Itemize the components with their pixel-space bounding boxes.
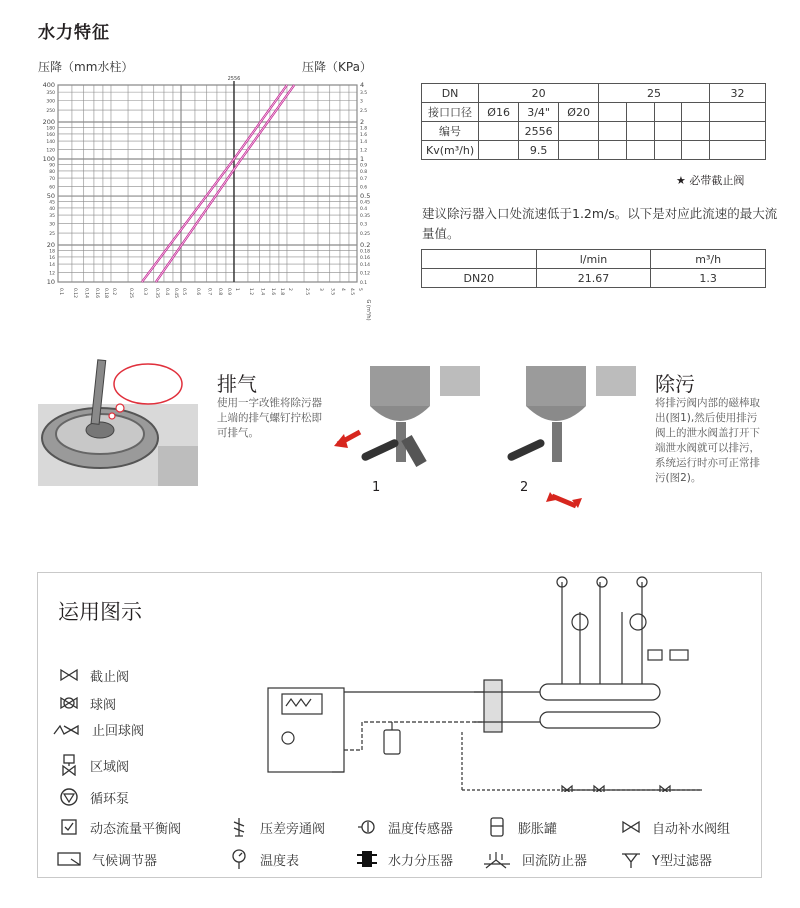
spec-cell: 25 (599, 84, 710, 103)
pressure-drop-chart (20, 75, 395, 335)
legend-label: 自动补水阀组 (652, 821, 731, 837)
y2-tick-label: 0.16 (360, 255, 371, 261)
legend-y-strainer (620, 848, 712, 870)
y-strainer-icon (620, 848, 642, 870)
legend-expansion-tank (486, 816, 557, 838)
legend-ball-valve (58, 692, 116, 714)
y2-tick-label: 4 (360, 81, 365, 89)
flow-header: m³/h (651, 250, 766, 269)
x-tick-label: 3 (317, 288, 323, 291)
legend-stop-valve (58, 664, 129, 686)
expansion-tank (384, 730, 400, 754)
separator (484, 680, 502, 732)
y-tick-label: 80 (49, 169, 55, 175)
legend-label: 气候调节器 (92, 853, 158, 869)
y2-tick-label: 0.1 (360, 281, 368, 286)
y2-tick-label: 0.7 (360, 177, 368, 183)
right-axis-title: 压降（KPa） (302, 60, 372, 74)
application-title: 运用图示 (58, 600, 142, 624)
spec-cell: 9.5 (519, 141, 559, 160)
legend-pump (58, 786, 129, 808)
y-tick-label: 20 (46, 240, 55, 249)
y-tick-label: 30 (49, 222, 55, 228)
thermometer-icon (228, 848, 250, 870)
y-tick-label: 45 (49, 200, 55, 206)
x-tick-label: 0.5 (181, 288, 187, 296)
x-tick-label: 4 (339, 288, 345, 291)
y-tick-label: 120 (46, 148, 55, 154)
spec-cell: 20 (479, 84, 599, 103)
left-axis-title: 压降（mm水柱） (38, 60, 134, 74)
x-tick-label: 0.3 (141, 288, 147, 296)
flow-cell: DN20 (422, 269, 537, 288)
y-tick-label: 40 (49, 206, 55, 212)
x-tick-label: 0.14 (83, 288, 89, 299)
legend-zone-valve (58, 754, 129, 776)
y-tick-label: 25 (49, 232, 55, 238)
y2-tick-label: 2 (360, 118, 365, 127)
x-tick-label: 0.8 (216, 288, 222, 296)
vent-text: 使用一字改锥将除污器上端的排气螺钉拧松即可排气。 (217, 397, 322, 439)
clean-title: 除污 (655, 372, 695, 396)
temperature-sensor-icon (356, 816, 378, 838)
fig2-label: 2 (520, 480, 529, 495)
x-tick-label: 0.1 (58, 288, 63, 296)
spec-cell: Kv(m³/h) (422, 141, 479, 160)
legend-temp-sensor (356, 816, 453, 838)
y2-tick-label: 0.6 (360, 185, 368, 191)
y-tick-label: 16 (49, 255, 55, 261)
check-ball-valve-icon (52, 718, 82, 740)
expansion-tank-icon (486, 816, 508, 838)
auto-fill-valve-icon (620, 816, 642, 838)
y-tick-label: 70 (49, 177, 55, 183)
clean-fig2-illustration (496, 366, 646, 516)
y2-tick-label: 0.25 (360, 232, 371, 238)
backflow-preventer-icon (482, 848, 512, 870)
y-tick-label: 400 (42, 81, 55, 89)
y-tick-label: 14 (49, 263, 55, 269)
section-title: 水力特征 (38, 23, 110, 43)
balancing-valve-icon (58, 816, 80, 838)
x-tick-label: 0.4 (163, 288, 169, 296)
spec-cell: 接口口径 (422, 103, 479, 122)
y2-tick-label: 3.5 (360, 91, 368, 97)
x-axis-label: G (m³/h) (365, 299, 371, 321)
y2-tick-label: 1.8 (360, 126, 368, 132)
legend-label: 水力分压器 (388, 853, 454, 869)
clean-fig1-illustration (330, 366, 490, 496)
spec-cell: Ø16 (479, 103, 519, 122)
zone-valve-icon (58, 754, 80, 776)
y2-tick-label: 0.12 (360, 271, 371, 277)
y-tick-label: 350 (46, 91, 55, 97)
advice-text: 建议除污器入口处流速低于1.2m/s。以下是对应此流速的最大流量值。 (422, 206, 778, 241)
marker-label: 2556 (227, 76, 241, 82)
y-tick-label: 18 (49, 249, 55, 255)
x-tick-label: 1.2 (247, 288, 253, 296)
note-star: ★ 必带截止阀 (676, 174, 745, 187)
y2-tick-label: 0.3 (360, 222, 368, 228)
y2-tick-label: 1 (360, 155, 365, 164)
x-tick-label: 0.6 (194, 288, 200, 296)
fig1-label: 1 (372, 480, 381, 495)
legend-thermometer (228, 848, 299, 870)
ball-valve-icon (58, 692, 80, 714)
vent-title: 排气 (217, 372, 257, 396)
x-tick-label: 2.5 (304, 288, 310, 296)
bypass-valve-icon (228, 816, 250, 838)
legend-balancing-valve (58, 816, 181, 838)
spec-cell: 32 (710, 84, 766, 103)
x-tick-label: 1.6 (269, 288, 275, 296)
y2-tick-label: 1.4 (360, 140, 368, 146)
x-tick-label: 3.5 (329, 288, 335, 296)
legend-label: 压差旁通阀 (260, 821, 326, 837)
y-tick-label: 250 (46, 109, 55, 115)
legend-backflow (482, 848, 587, 870)
legend-label: 温度表 (260, 853, 300, 869)
y2-tick-label: 3 (360, 99, 363, 105)
system-schematic (262, 572, 722, 792)
legend-label: 膨胀罐 (518, 821, 558, 837)
x-tick-label: 0.16 (93, 288, 99, 299)
y-tick-label: 35 (49, 214, 55, 220)
legend-separator (356, 848, 453, 870)
x-tick-label: 0.18 (102, 288, 108, 299)
y-tick-label: 300 (46, 99, 55, 105)
spec-cell: 编号 (422, 122, 479, 141)
legend-label: 球阀 (90, 697, 117, 713)
boiler (268, 688, 344, 772)
y-tick-label: 12 (49, 271, 55, 277)
x-tick-label: 0.25 (128, 288, 134, 299)
y-tick-label: 50 (46, 192, 55, 201)
x-tick-label: 1 (233, 288, 239, 291)
legend-bypass-valve (228, 816, 325, 838)
y2-tick-label: 1.6 (360, 132, 368, 138)
spec-cell: DN (422, 84, 479, 103)
legend-label: 动态流量平衡阀 (90, 821, 182, 837)
y2-tick-label: 0.14 (360, 263, 371, 269)
x-tick-label: 0.9 (225, 288, 231, 296)
x-tick-label: 4.5 (348, 288, 354, 296)
y2-tick-label: 0.2 (360, 240, 371, 249)
legend-label: 回流防止器 (522, 853, 588, 869)
legend-check-ball-valve (52, 718, 144, 740)
y-tick-label: 160 (46, 132, 55, 138)
y2-tick-label: 0.18 (360, 249, 371, 255)
vent-illustration (38, 356, 198, 486)
return-manifold (540, 712, 660, 728)
y-tick-label: 100 (42, 155, 55, 164)
y-tick-label: 180 (46, 126, 55, 132)
y-tick-label: 60 (49, 185, 55, 191)
y2-tick-label: 0.5 (360, 192, 371, 201)
y2-tick-label: 0.35 (360, 214, 371, 220)
x-tick-label: 2 (286, 288, 292, 291)
x-tick-label: 0.12 (71, 288, 77, 299)
flow-cell: 1.3 (651, 269, 766, 288)
y2-tick-label: 1.2 (360, 148, 368, 154)
x-tick-label: 0.7 (206, 288, 212, 296)
legend-label: 循环泵 (90, 791, 130, 807)
x-tick-label: 1.4 (259, 288, 265, 296)
x-tick-label: 1.8 (278, 288, 284, 296)
x-tick-label: 0.35 (153, 288, 159, 299)
flow-header: l/min (536, 250, 651, 269)
supply-manifold (540, 684, 660, 700)
legend-label: 温度传感器 (388, 821, 454, 837)
y-tick-label: 200 (42, 118, 55, 127)
y-tick-label: 140 (46, 140, 55, 146)
y2-tick-label: 0.45 (360, 200, 371, 206)
separator-icon (356, 848, 378, 870)
arrow-icon (552, 496, 576, 506)
x-tick-label: 5 (357, 288, 362, 291)
x-tick-label: 0.45 (172, 288, 178, 299)
y2-tick-label: 0.4 (360, 206, 368, 212)
y-tick-label: 90 (49, 163, 55, 169)
legend-label: 止回球阀 (92, 723, 145, 739)
y2-tick-label: 0.8 (360, 169, 368, 175)
flow-cell: 21.67 (536, 269, 651, 288)
spec-table (421, 83, 766, 160)
clean-text: 将排污阀内部的磁棒取出(图1),然后使用排污阀上的泄水阀盖打开下端泄水阀就可以排污，系统运行时亦可正常排污(图2)。 (655, 397, 760, 484)
y2-tick-label: 2.5 (360, 109, 368, 115)
spec-cell: 2556 (519, 122, 559, 141)
spec-cell: 3/4" (519, 103, 559, 122)
stop-valve-icon (58, 664, 80, 686)
legend-auto-fill (620, 816, 730, 838)
circulation-pump-icon (58, 786, 80, 808)
legend-label: 截止阀 (90, 669, 130, 685)
spec-cell: Ø20 (559, 103, 599, 122)
climate-controller-icon (56, 848, 82, 870)
y2-tick-label: 0.9 (360, 163, 368, 169)
legend-label: Y型过滤器 (652, 853, 712, 869)
flow-header (422, 250, 537, 269)
flow-table (421, 249, 766, 288)
y-tick-label: 10 (46, 278, 55, 286)
legend-climate-controller (56, 848, 157, 870)
x-tick-label: 0.2 (110, 288, 116, 296)
legend-label: 区域阀 (90, 759, 130, 775)
